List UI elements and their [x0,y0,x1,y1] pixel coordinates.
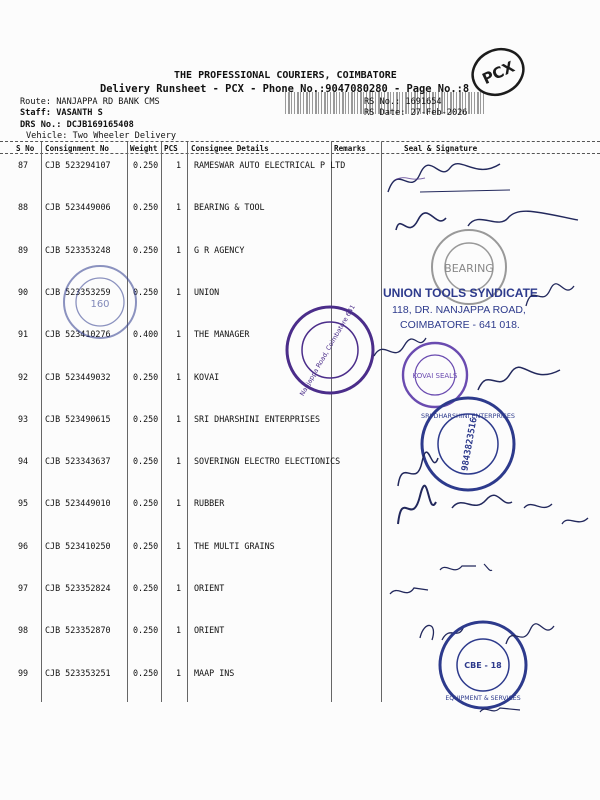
row-consignee: UNION [194,286,220,297]
row-sno: 99 [18,667,29,678]
row-sno: 91 [18,329,29,340]
row-consignment: CJB 523353248 [45,244,111,255]
cooperative-stamp-text: Dr. Nanjappa Road, Coimbatore 641 018 [292,304,365,396]
route-label: Route: NANJAPPA RD BANK CMS [20,97,160,107]
equipment-stamp-code: CBE - 18 [464,661,502,670]
drs-label: DRS No.: DCJB169165408 [20,120,134,130]
row-pcs: 1 [176,625,182,636]
col-rule [127,142,128,702]
row-consignment: CJB 523353259 [45,286,111,297]
row-pcs: 1 [176,413,182,424]
company-title: THE PROFESSIONAL COURIERS, COIMBATORE [174,70,397,81]
row-pcs: 1 [176,456,182,467]
row-sno: 89 [18,244,29,255]
row-weight: 0.250 [133,202,159,213]
col-seal: Seal & Signature [404,144,478,153]
row-consignment: CJB 523449010 [45,498,111,509]
col-consignee: Consignee Details [191,144,269,153]
row-consignee: SOVERINGN ELECTRO ELECTIONICS [194,456,341,467]
bearing-round-stamp [60,262,140,342]
row-pcs: 1 [176,498,182,509]
row-sno: 96 [18,540,29,551]
row-consignment: CJB 523490615 [45,413,111,424]
row-pcs: 1 [176,286,182,297]
pcx-logo [468,42,528,102]
row-weight: 0.250 [133,667,159,678]
col-sno: S No [16,144,35,153]
row-consignment: CJB 523449032 [45,371,111,382]
row-consignee: ORIENT [194,583,225,593]
col-rule [331,142,332,702]
rs-date: RS Date: 27-Feb-2026 [364,108,468,118]
row-consignee: ORIENT [194,625,225,636]
row-weight: 0.250 [133,286,159,297]
signature-99b [476,700,526,720]
row-sno: 87 [18,160,29,170]
signature-99 [500,614,560,654]
bearing-round-stamp-code: 160 [90,299,110,310]
row-weight: 0.250 [133,583,159,593]
row-pcs: 1 [176,583,182,593]
row-weight: 0.250 [133,160,159,170]
row-sno: 93 [18,413,29,424]
row-pcs: 1 [176,160,182,170]
runsheet-title: Delivery Runsheet - PCX - Phone No.:9047080280 - Page No.:8 [100,83,470,95]
row-consignment: CJB 523294107 [45,160,111,170]
row-pcs: 1 [176,667,182,678]
row-consignment: CJB 523449006 [45,202,111,213]
row-consignee: RAMESWAR AUTO ELECTRICAL P LTD [194,160,346,170]
row-consignment: CJB 523353251 [45,667,111,678]
kovai-stamp-text: KOVAI SEALS [412,372,458,380]
col-consignment: Consignment No [45,144,110,153]
signature-96 [436,556,496,580]
bearing-stamp-text: BEARING [444,262,494,275]
row-pcs: 1 [176,329,182,340]
row-weight: 0.250 [133,540,159,551]
row-pcs: 1 [176,540,182,551]
rs-no: RS No.: 1691654 [364,97,442,107]
row-pcs: 1 [176,371,182,382]
row-consignment: CJB 523343637 [45,456,111,467]
row-weight: 0.400 [133,329,159,340]
cooperative-stamp [284,304,376,396]
row-consignee: RUBBER [194,498,225,509]
union-stamp-name: UNION TOOLS SYNDICATE [383,286,538,300]
row-weight: 0.250 [133,413,159,424]
row-weight: 0.250 [133,625,159,636]
row-sno: 92 [18,371,29,382]
col-rule [41,142,42,702]
signature-95 [392,478,600,538]
row-consignee: MAAP INS [194,667,235,678]
col-rule [187,142,188,702]
equipment-stamp-text: EQUIPMENT & SERVICES [445,695,521,702]
col-rule [161,142,162,702]
row-sno: 94 [18,456,29,467]
row-consignment: CJB 523410250 [45,540,111,551]
staff-label: Staff: VASANTH S [20,108,103,118]
col-pcs: PCS [164,144,178,153]
row-consignee: THE MANAGER [194,329,250,340]
union-stamp-addr2: COIMBATORE - 641 018. [400,319,520,331]
row-consignee: BEARING & TOOL [194,202,265,213]
row-consignee: THE MULTI GRAINS [194,540,275,551]
row-sno: 95 [18,498,29,509]
row-consignee: SRI DHARSHINI ENTERPRISES [194,413,321,424]
union-stamp-addr1: 118, DR. NANJAPPA ROAD, [392,304,526,316]
row-weight: 0.250 [133,498,159,509]
signature-90 [520,276,580,316]
row-consignment: CJB 523352824 [45,583,111,593]
col-remarks: Remarks [334,144,367,153]
row-pcs: 1 [176,244,182,255]
dharshini-stamp-text: SRI DHARSHINI ENTERPRISES [421,412,515,420]
pcx-logo-text: PCX [479,57,518,89]
table-top-rule [0,141,600,142]
row-consignee: KOVAI [194,371,220,382]
row-weight: 0.250 [133,456,159,467]
row-weight: 0.250 [133,244,159,255]
row-sno: 97 [18,583,29,593]
row-pcs: 1 [176,202,182,213]
signature-97 [384,574,434,604]
row-sno: 88 [18,202,29,213]
row-weight: 0.250 [133,371,159,382]
col-weight: Weight [130,144,158,153]
row-sno: 90 [18,286,29,297]
col-rule [381,142,382,702]
row-consignment: CJB 523352870 [45,625,111,636]
row-consignee: G R AGENCY [194,244,245,255]
row-consignment: CJB 523410276 [45,329,111,340]
dharshini-stamp-phone: 9843823516 [460,416,480,472]
vehicle-label: Vehicle: Two Wheeler Delivery [26,131,177,141]
row-sno: 98 [18,625,29,636]
